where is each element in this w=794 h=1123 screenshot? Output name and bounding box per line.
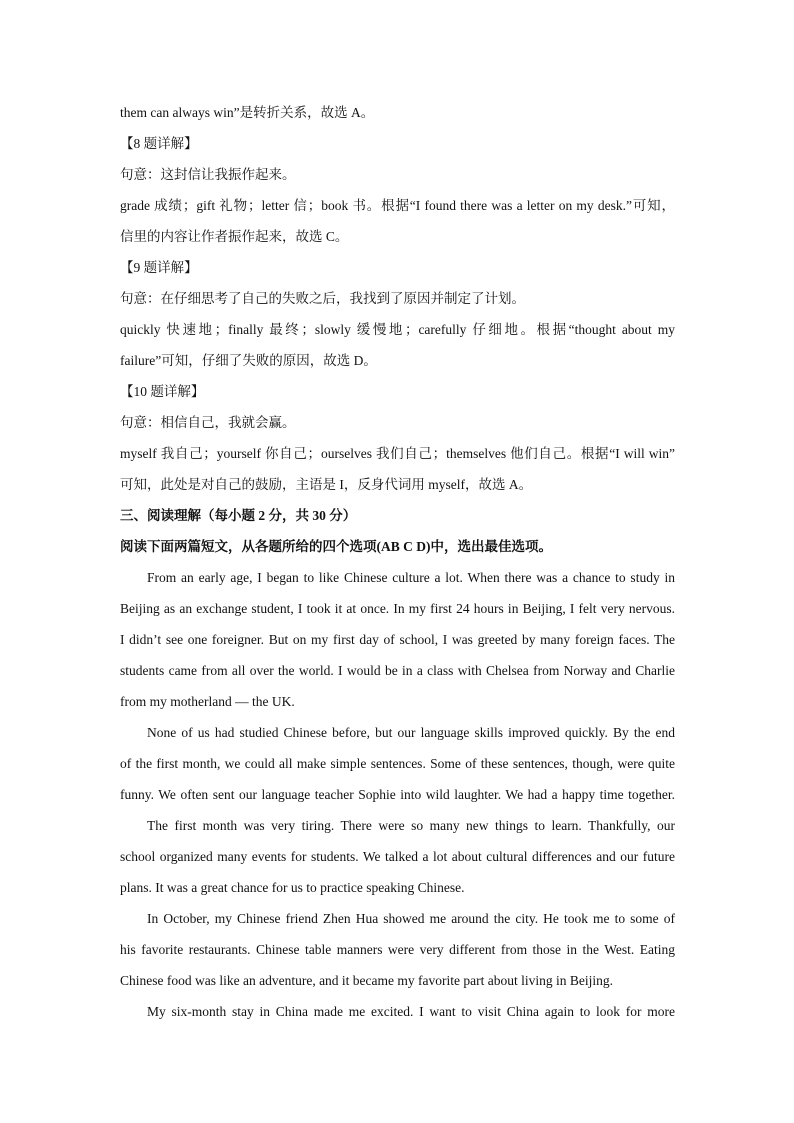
passage-paragraph-5-line-1: My six-month stay in China made me excited. I want to visit China again to look for more <box>147 1004 675 1019</box>
question-9-conclusion: failure”可知，仔细了失败的原因，故选 D。 <box>120 353 377 368</box>
question-8-conclusion: 信里的内容让作者振作起来，故选 C。 <box>120 229 349 244</box>
question-9-heading: 【9 题详解】 <box>120 260 198 275</box>
passage-paragraph-3-line-2: school organized many events for students. We talked a lot about cultural differences and our future <box>120 849 675 864</box>
passage-paragraph-2-line-3: funny. We often sent our language teacher Sophie into wild laughter. We had a happy time together. <box>120 787 675 802</box>
passage-paragraph-4-line-3: Chinese food was like an adventure, and it became my favorite part about living in Beijing. <box>120 973 613 988</box>
question-10-explanation: myself 我自己；yourself 你自己；ourselves 我们自己；themselves 他们自己。根据“I will win” <box>120 446 675 461</box>
passage-paragraph-4-line-1: In October, my Chinese friend Zhen Hua showed me around the city. He took me to some of <box>147 911 675 926</box>
question-8-explanation: grade 成绩；gift 礼物；letter 信；book 书。根据“I found there was a letter on my desk.”可知， <box>120 198 675 213</box>
reading-instructions: 阅读下面两篇短文，从各题所给的四个选项(AB C D)中，选出最佳选项。 <box>120 539 552 554</box>
question-10-meaning: 句意：相信自己，我就会赢。 <box>120 415 296 430</box>
passage-paragraph-2-line-1: None of us had studied Chinese before, but our language skills improved quickly. By the end <box>147 725 675 740</box>
question-9-meaning: 句意：在仔细思考了自己的失败之后，我找到了原因并制定了计划。 <box>120 291 525 306</box>
answer-8-conclusion-tail: them can always win”是转折关系，故选 A。 <box>120 105 375 120</box>
passage-paragraph-3-line-3: plans. It was a great chance for us to practice speaking Chinese. <box>120 880 465 895</box>
question-9-explanation: quickly 快速地；finally 最终；slowly 缓慢地；carefully 仔细地。根据“thought about my <box>120 322 675 337</box>
question-8-meaning: 句意：这封信让我振作起来。 <box>120 167 296 182</box>
page-content <box>120 97 675 1027</box>
question-10-heading: 【10 题详解】 <box>120 384 205 399</box>
passage-paragraph-3-line-1: The first month was very tiring. There were so many new things to learn. Thankfully, our <box>147 818 675 833</box>
section-heading-reading: 三、阅读理解（每小题 2 分，共 30 分） <box>120 508 357 523</box>
passage-paragraph-2-line-2: of the first month, we could all make simple sentences. Some of these sentences, though, were quite <box>120 756 675 771</box>
passage-paragraph-1-line-5: from my motherland — the UK. <box>120 694 295 709</box>
passage-paragraph-1-line-3: I didn’t see one foreigner. But on my first day of school, I was greeted by many foreign faces. The <box>120 632 675 647</box>
passage-paragraph-1-line-1: From an early age, I began to like Chinese culture a lot. When there was a chance to study in <box>147 570 675 585</box>
passage-paragraph-1-line-4: students came from all over the world. I would be in a class with Chelsea from Norway and Charlie <box>120 663 675 678</box>
passage-paragraph-4-line-2: his favorite restaurants. Chinese table manners were very different from those in the West. Eating <box>120 942 675 957</box>
question-8-heading: 【8 题详解】 <box>120 136 198 151</box>
question-10-conclusion: 可知，此处是对自己的鼓励，主语是 I，反身代词用 myself，故选 A。 <box>120 477 533 492</box>
passage-paragraph-1-line-2: Beijing as an exchange student, I took it at once. In my first 24 hours in Beijing, I felt very nervous. <box>120 601 675 616</box>
